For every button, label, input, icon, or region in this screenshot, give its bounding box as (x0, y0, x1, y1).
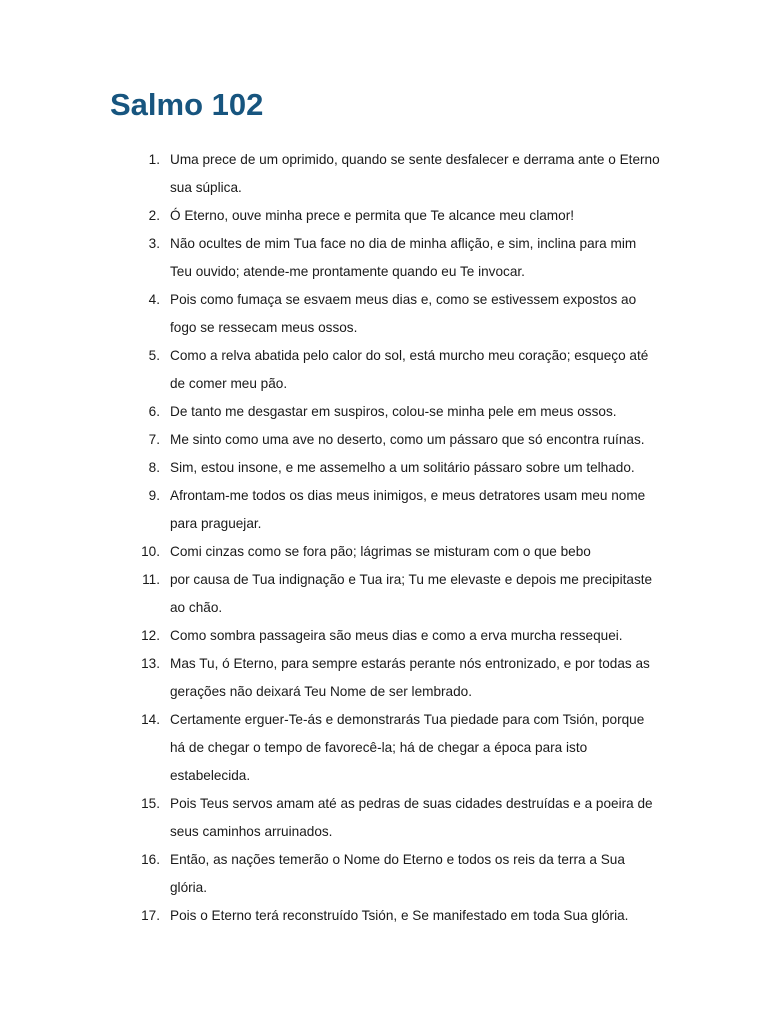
verse-item (0, 790, 660, 846)
verse-item (0, 622, 660, 650)
page-title: Salmo 102 (110, 87, 264, 122)
verse-number: 6. (148, 404, 160, 419)
verse-number: 14. (141, 712, 160, 727)
verse-text: Como a relva abatida pelo calor do sol, está murcho meu coração; esqueço até de comer meu pão. (170, 348, 649, 391)
verse-text: Mas Tu, ó Eterno, para sempre estarás perante nós entronizado, e por todas as gerações não deixará Teu Nome de ser lembrado. (170, 656, 650, 699)
verse-item (0, 426, 660, 454)
verse-item (0, 706, 660, 790)
verse-item (0, 650, 660, 706)
verse-item (0, 146, 660, 202)
verse-text: Uma prece de um oprimido, quando se sente desfalecer e derrama ante o Eterno sua súplica. (170, 152, 660, 195)
verse-number: 8. (148, 460, 160, 475)
verse-number: 17. (141, 908, 160, 923)
verse-item (0, 454, 660, 482)
verse-number: 9. (148, 488, 160, 503)
verse-number: 1. (148, 152, 160, 167)
verse-item (0, 398, 660, 426)
verse-number: 10. (141, 544, 160, 559)
verse-item (0, 482, 660, 538)
verse-number: 2. (148, 208, 160, 223)
verse-text: Certamente erguer-Te-ás e demonstrarás Tua piedade para com Tsión, porque há de chegar o tempo de favorecê-la; há de chegar a época para isto estabelecida. (170, 712, 645, 783)
verse-number: 4. (148, 292, 160, 307)
verse-list (0, 146, 768, 930)
verse-item (0, 566, 660, 622)
verse-number: 11. (142, 572, 160, 587)
verse-number: 7. (148, 432, 160, 447)
verse-number: 5. (148, 348, 160, 363)
verse-item (0, 846, 660, 902)
verse-text: Afrontam-me todos os dias meus inimigos, e meus detratores usam meu nome para praguejar. (170, 488, 646, 531)
verse-text: Como sombra passageira são meus dias e como a erva murcha ressequei. (170, 628, 623, 643)
verse-text: Não ocultes de mim Tua face no dia de minha aflição, e sim, inclina para mim Teu ouvido; atende-me prontamente quando eu Te invocar. (170, 236, 637, 279)
verse-text: Sim, estou insone, e me assemelho a um solitário pássaro sobre um telhado. (170, 460, 635, 475)
verse-text: Pois o Eterno terá reconstruído Tsión, e Se manifestado em toda Sua glória. (170, 908, 629, 923)
verse-item (0, 286, 660, 342)
verse-text: Comi cinzas como se fora pão; lágrimas se misturam com o que bebo (170, 544, 591, 559)
verse-number: 13. (141, 656, 160, 671)
verse-item (0, 538, 660, 566)
verse-number: 15. (141, 796, 160, 811)
verse-item (0, 342, 660, 398)
verse-text: por causa de Tua indignação e Tua ira; Tu me elevaste e depois me precipitaste ao chão. (170, 572, 653, 615)
verse-number: 16. (141, 852, 160, 867)
verse-item (0, 902, 660, 930)
verse-item (0, 202, 660, 230)
verse-text: De tanto me desgastar em suspiros, colou-se minha pele em meus ossos. (170, 404, 617, 419)
verse-text: Ó Eterno, ouve minha prece e permita que Te alcance meu clamor! (170, 208, 574, 223)
verse-number: 12. (141, 628, 160, 643)
verse-item (0, 230, 660, 286)
verse-text: Pois Teus servos amam até as pedras de suas cidades destruídas e a poeira de seus caminhos arruinados. (170, 796, 653, 839)
verse-text: Então, as nações temerão o Nome do Eterno e todos os reis da terra a Sua glória. (170, 852, 625, 895)
verse-text: Pois como fumaça se esvaem meus dias e, como se estivessem expostos ao fogo se ressecam meus ossos. (170, 292, 637, 335)
verse-text: Me sinto como uma ave no deserto, como um pássaro que só encontra ruínas. (170, 432, 645, 447)
verse-number: 3. (148, 236, 160, 251)
